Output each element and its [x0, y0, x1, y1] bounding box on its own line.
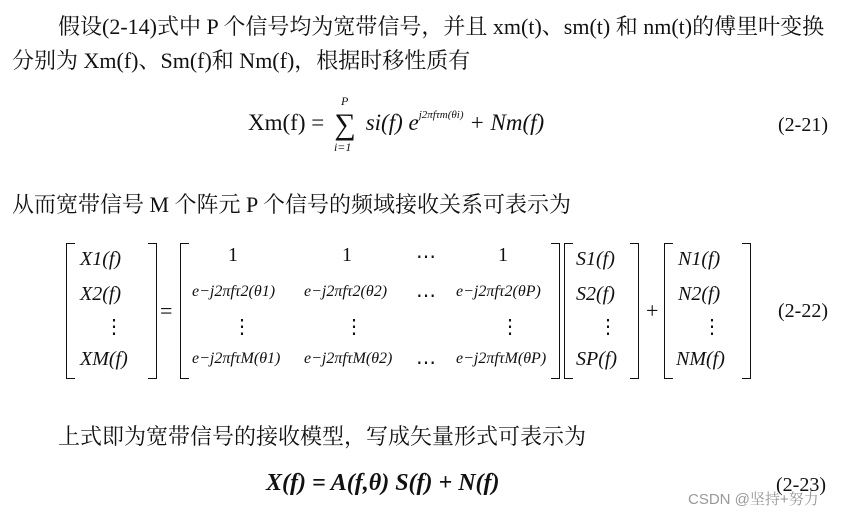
m-r0-c3: 1 — [498, 244, 508, 266]
lhs-x1: X1(f) — [80, 248, 122, 270]
eq21-term: si(f) e — [365, 110, 419, 135]
m-r2-c0: ⋮ — [232, 316, 252, 338]
paragraph3: 上式即为宽带信号的接收模型，写成矢量形式可表示为 — [58, 424, 587, 449]
n-1: N1(f) — [678, 248, 721, 270]
m-r3-c0: e−j2πfτM(θ1) — [192, 350, 281, 367]
matrix-left-bracket — [180, 243, 189, 379]
eq21-exponent: j2πfτm(θi) — [418, 109, 464, 121]
eq23-number: (2-23) — [776, 474, 826, 496]
paragraph1-line1: 假设(2-14)式中 P 个信号均为宽带信号，并且 xm(t)、sm(t) 和 nm(t)的傅里叶变换 — [58, 14, 825, 39]
m-r1-c3: e−j2πfτ2(θP) — [456, 283, 541, 300]
m-r0-c2: ⋯ — [416, 246, 436, 268]
m-r3-c3: e−j2πfτM(θP) — [456, 350, 547, 367]
m-r1-c1: e−j2πfτ2(θ2) — [304, 283, 388, 300]
eq21-lhs: Xm(f) = — [248, 110, 325, 135]
paragraph1-line2: 分别为 Xm(f)、Sm(f)和 Nm(f)，根据时移性质有 — [12, 48, 471, 73]
m-r1-c2: ⋯ — [416, 285, 436, 307]
s-p: SP(f) — [576, 348, 618, 370]
lhs-left-bracket — [66, 243, 75, 379]
n-2: N2(f) — [678, 283, 721, 305]
paragraph2: 从而宽带信号 M 个阵元 P 个信号的频域接收关系可表示为 — [12, 192, 571, 217]
lhs-x2: X2(f) — [80, 283, 122, 305]
csdn-watermark: CSDN @坚持+努力 — [688, 491, 819, 508]
eq22-number: (2-22) — [778, 300, 828, 322]
s-right-bracket — [630, 243, 639, 379]
sum-top: P — [340, 94, 349, 108]
eq22-plus: + — [646, 298, 659, 323]
m-r2-c1: ⋮ — [344, 316, 364, 338]
equation-2-21 — [248, 94, 545, 154]
eq21-number: (2-21) — [778, 114, 828, 136]
s-2: S2(f) — [576, 283, 615, 305]
m-r2-c3: ⋮ — [500, 316, 520, 338]
s-left-bracket — [564, 243, 573, 379]
equation-2-23: X(f) = A(f,θ) S(f) + N(f) — [266, 470, 500, 496]
m-r1-c0: e−j2πfτ2(θ1) — [192, 283, 276, 300]
n-right-bracket — [742, 243, 751, 379]
lhs-xm: XM(f) — [80, 348, 128, 370]
n-dots: ⋮ — [702, 316, 722, 338]
n-left-bracket — [664, 243, 673, 379]
m-r3-c1: e−j2πfτM(θ2) — [304, 350, 393, 367]
s-1: S1(f) — [576, 248, 615, 270]
eq22-equals: = — [160, 298, 173, 323]
m-r3-c2: ⋯ — [416, 352, 436, 374]
sum-symbol: ∑ P i=1 — [333, 94, 356, 154]
lhs-right-bracket — [148, 243, 157, 379]
m-r0-c1: 1 — [342, 244, 352, 266]
s-dots: ⋮ — [598, 316, 618, 338]
n-m: NM(f) — [676, 348, 725, 370]
matrix-right-bracket — [551, 243, 560, 379]
m-r0-c0: 1 — [228, 244, 238, 266]
sum-bottom: i=1 — [333, 140, 352, 154]
lhs-dots: ⋮ — [104, 316, 124, 338]
eq21-tail: + Nm(f) — [469, 110, 545, 135]
